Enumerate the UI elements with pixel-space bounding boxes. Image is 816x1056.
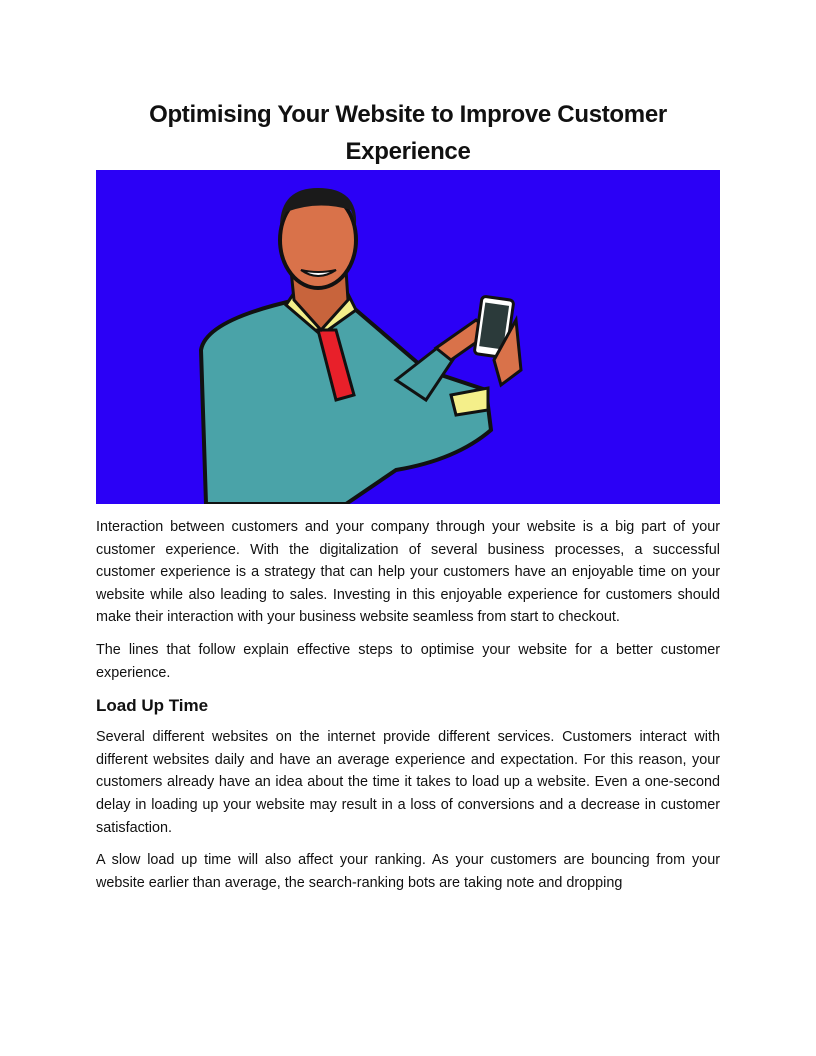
intro-paragraph: Interaction between customers and your company through your website is a big part of your customer experience. With the digitalization of several business processes, a successful customer experience is a strategy that can help your customers have an enjoyable time on your website while also leading to sales. Investing in this enjoyable experience for customers should make their interaction with your business website seamless from start to checkout.	[96, 519, 720, 626]
section-paragraph: Several different websites on the internet provide different services. Customers interact with different websites daily and have an average experience and expectation. For this reason, your customers already have an idea about the time it takes to load up a website. Even a one-second delay in loading up your website may result in a loss of conversions and a decrease in customer satisfaction.	[96, 729, 720, 836]
section-heading: Load Up Time	[96, 696, 209, 716]
article-body	[96, 516, 720, 904]
page-title: Optimising Your Website to Improve Customer Experience	[149, 101, 667, 165]
man-holding-smartphone-illustration	[96, 170, 720, 504]
hero-image	[96, 170, 720, 504]
section-paragraph: A slow load up time will also affect your ranking. As your customers are bouncing from your website earlier than average, the search-ranking bots are taking note and dropping	[96, 852, 720, 891]
intro-paragraph: The lines that follow explain effective steps to optimise your website for a better customer experience.	[96, 641, 720, 681]
